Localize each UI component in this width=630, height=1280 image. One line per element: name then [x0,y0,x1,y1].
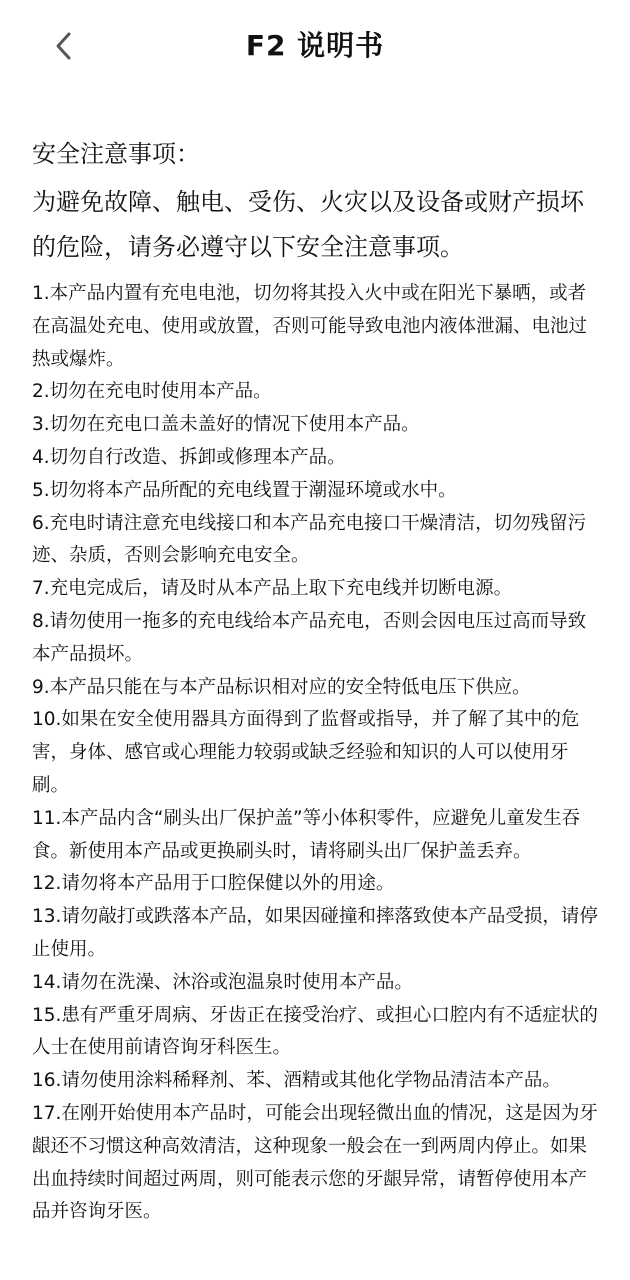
safety-item: 6.充电时请注意充电线接口和本产品充电接口干燥清洁，切勿残留污迹、杂质，否则会影响充电安全。 [32,512,587,567]
manual-content [32,132,602,1229]
safety-item: 16.请勿使用涂料稀释剂、苯、酒精或其他化学物品清洁本产品。 [32,1070,561,1092]
safety-item: 17.在刚开始使用本产品时，可能会出现轻微出血的情况，这是因为牙龈还不习惯这种高效清洁，这种现象一般会在一到两周内停止。如果出血持续时间超过两周，则可能表示您的牙龈异常，请暂停使用本产品并咨询牙医。 [32,1102,598,1223]
safety-item: 8.请勿使用一拖多的充电线给本产品充电，否则会因电压过高而导致本产品损坏。 [32,610,587,665]
safety-item: 14.请勿在洗澡、沐浴或泡温泉时使用本产品。 [32,971,413,993]
section-heading: 安全注意事项： [32,140,200,168]
top-bar [0,0,630,92]
safety-item: 1.本产品内置有充电电池，切勿将其投入火中或在阳光下暴晒，或者在高温处充电、使用或放置，否则可能导致电池内液体泄漏、电池过热或爆炸。 [32,283,588,370]
safety-item: 5.切勿将本产品所配的充电线置于潮湿环境或水中。 [32,479,457,501]
safety-item: 11.本产品内含“刷头出厂保护盖”等小体积零件，应避免儿童发生吞食。新使用本产品或更换刷头时，请将刷头出厂保护盖丢弃。 [32,807,581,862]
page-title: F2 说明书 [245,29,385,62]
safety-item: 10.如果在安全使用器具方面得到了监督或指导，并了解了其中的危害，身体、感官或心理能力较弱或缺乏经验和知识的人可以使用牙刷。 [32,709,580,796]
safety-item: 13.请勿敲打或跌落本产品，如果因碰撞和摔落致使本产品受损，请停止使用。 [32,906,598,960]
safety-item: 4.切勿自行改造、拆卸或修理本产品。 [32,446,346,468]
section-intro: 为避免故障、触电、受伤、火灾以及设备或财产损坏的危险，请务必遵守以下安全注意事项。 [32,188,584,261]
safety-item: 3.切勿在充电口盖未盖好的情况下使用本产品。 [32,414,420,436]
safety-item: 9.本产品只能在与本产品标识相对应的安全特低电压下供应。 [32,676,531,698]
safety-item: 12.请勿将本产品用于口腔保健以外的用途。 [32,873,395,895]
safety-item: 7.充电完成后，请及时从本产品上取下充电线并切断电源。 [32,578,513,600]
safety-item: 15.患有严重牙周病、牙齿正在接受治疗、或担心口腔内有不适症状的人士在使用前请咨询牙科医生。 [32,1004,598,1059]
safety-item: 2.切勿在充电时使用本产品。 [32,381,272,403]
